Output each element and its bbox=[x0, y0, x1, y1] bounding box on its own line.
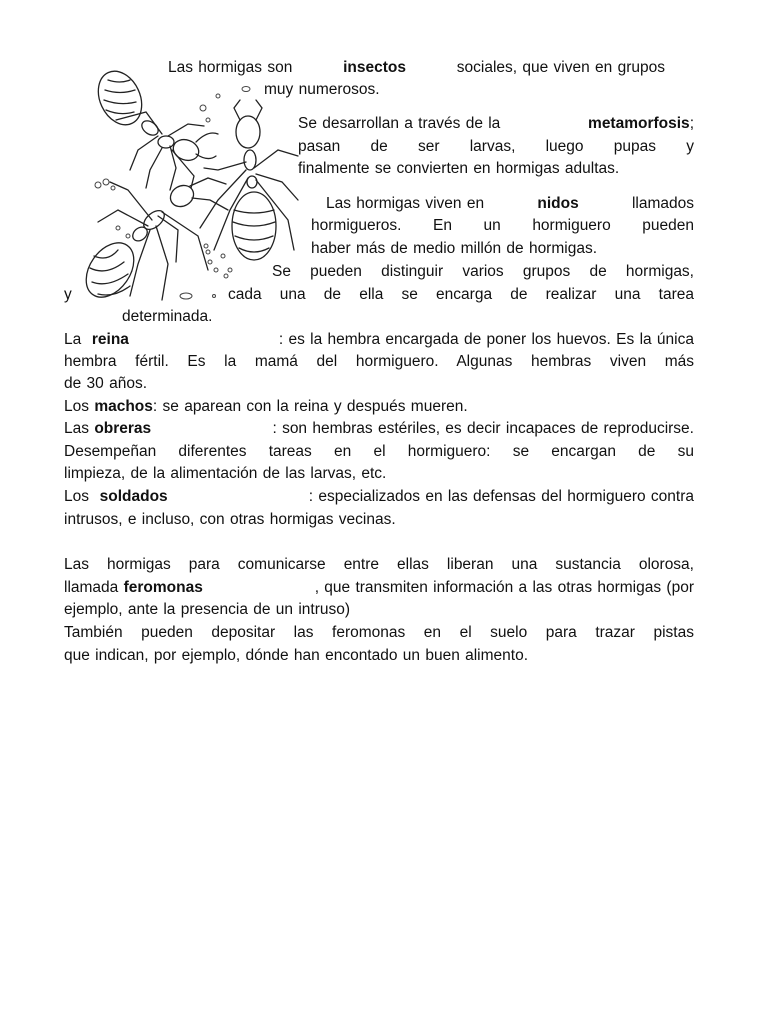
text-span bbox=[588, 114, 694, 134]
pistas-line-2: que indican, por ejemplo, dónde han encontado un buen alimento. bbox=[64, 647, 529, 664]
text-span: Se desarrollan a través de la bbox=[298, 115, 501, 132]
meta-line-2: pasan de ser larvas, luego pupas y bbox=[298, 138, 694, 155]
text-span: Los bbox=[64, 398, 89, 415]
obreras-line-3: limpieza, de la alimentación de las larvas, etc. bbox=[64, 465, 387, 482]
text-span: sociales, que viven en grupos bbox=[456, 59, 665, 76]
reina-line-1 bbox=[64, 330, 694, 350]
keyword-feromonas: feromonas bbox=[123, 579, 203, 596]
feromonas-line-2 bbox=[64, 578, 694, 598]
text-span: Las hormigas son bbox=[168, 59, 293, 76]
nidos-line-1 bbox=[326, 194, 694, 214]
obreras-line-2: Desempeñan diferentes tareas en el hormiguero: se encargan de su bbox=[64, 443, 694, 460]
text-span: Las bbox=[64, 420, 89, 437]
text-span: : se aparean con la reina y después mueren. bbox=[152, 398, 468, 415]
soldados-line-1 bbox=[64, 487, 694, 507]
text-span: Las hormigas viven en bbox=[326, 195, 485, 212]
soldados-line-2: intrusos, e incluso, con otras hormigas vecinas. bbox=[64, 511, 396, 528]
text-span: : especializados en las defensas del hormiguero contra bbox=[308, 488, 694, 505]
obreras-line-1 bbox=[64, 419, 694, 439]
nidos-line-3: haber más de medio millón de hormigas. bbox=[311, 240, 597, 257]
keyword-obreras: obreras bbox=[94, 420, 152, 437]
text-span: : es la hembra encargada de poner los huevos. Es la única bbox=[278, 331, 694, 348]
text-span bbox=[64, 419, 151, 439]
reina-line-3: de 30 años. bbox=[64, 375, 148, 392]
text-span bbox=[64, 578, 203, 598]
feromonas-line-1: Las hormigas para comunicarse entre ellas liberan una sustancia olorosa, bbox=[64, 556, 694, 573]
machos-line bbox=[64, 397, 468, 417]
nidos-line-2: hormigueros. En un hormiguero pueden bbox=[311, 217, 694, 234]
text-span: Los bbox=[64, 488, 89, 505]
groups-line-1: Se pueden distinguir varios grupos de hormigas, bbox=[272, 263, 694, 280]
keyword-insectos: insectos bbox=[343, 59, 406, 76]
keyword-nidos: nidos bbox=[537, 195, 579, 212]
text-span bbox=[64, 487, 168, 507]
pistas-line-1: También pueden depositar las feromonas en el suelo para trazar pistas bbox=[64, 624, 694, 641]
keyword-machos: machos bbox=[94, 398, 153, 415]
text-span bbox=[64, 330, 129, 350]
text-span: llamada bbox=[64, 579, 119, 596]
meta-line-1 bbox=[298, 114, 694, 134]
meta-line-3: finalmente se convierten en hormigas adultas. bbox=[298, 160, 620, 177]
text-span: La bbox=[64, 331, 82, 348]
keyword-reina: reina bbox=[91, 331, 129, 348]
reina-line-2: hembra fértil. Es la mamá del hormiguero. Algunas hembras viven más bbox=[64, 353, 694, 370]
intro-line-2: muy numerosos. bbox=[264, 81, 380, 98]
feromonas-line-3: ejemplo, ante la presencia de un intruso) bbox=[64, 601, 351, 618]
text-span: llamados bbox=[631, 195, 694, 212]
keyword-metamorfosis: metamorfosis bbox=[588, 115, 690, 132]
groups-y: y bbox=[64, 286, 72, 303]
groups-line-3: determinada. bbox=[122, 308, 213, 325]
keyword-soldados: soldados bbox=[99, 488, 168, 505]
text-span: , que transmiten información a las otras hormigas (por bbox=[314, 579, 694, 596]
intro-line-1 bbox=[168, 58, 665, 78]
text-span: ; bbox=[689, 115, 694, 132]
text-span: : son hembras estériles, es decir incapaces de reproducirse. bbox=[272, 420, 694, 437]
groups-line-2: cada una de ella se encarga de realizar una tarea bbox=[228, 286, 694, 303]
